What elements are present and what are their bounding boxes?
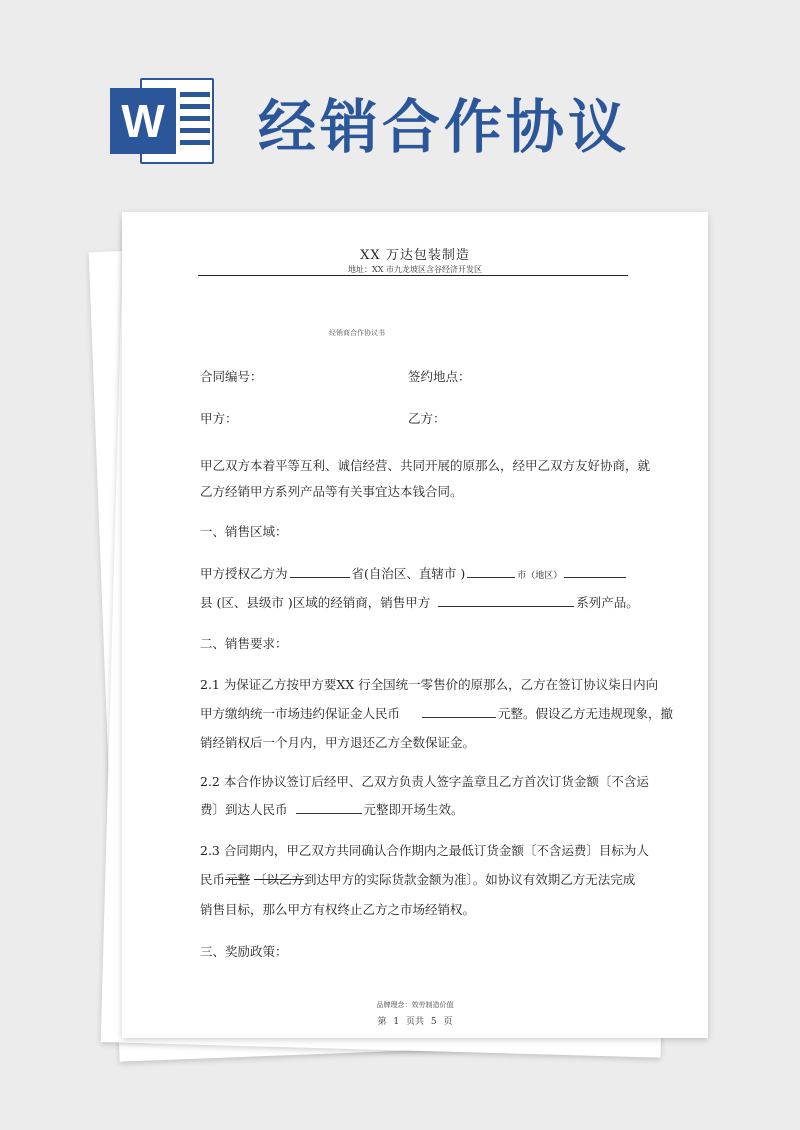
clause-2-1-text-a: 甲方缴纳统一市场违约保证金人民币	[200, 706, 401, 721]
clause-2-2-line-2	[200, 804, 464, 817]
clause-2-1-line-1: 2.1 为保证乙方按甲方要XX 行全国统一零售价的原那么，乙方在签订协议柒日内向	[200, 677, 659, 692]
sign-place-label: 签约地点：	[408, 369, 471, 384]
doc-line-icon	[180, 104, 210, 109]
clause-2-3-text-c: 〔以乙方	[254, 872, 305, 887]
product-series-blank[interactable]	[438, 605, 574, 607]
doc-line-icon	[180, 128, 210, 133]
doc-line-icon	[180, 116, 210, 121]
sec1-text-a: 甲方授权乙方为	[200, 566, 288, 581]
section-3-heading: 三、奖励政策：	[200, 944, 288, 959]
section-1-line-1	[200, 568, 628, 581]
clause-2-2-text-a: 费〕到达人民币	[200, 802, 288, 817]
intro-line-2: 乙方经销甲方系列产品等有关事宜达本钱合同。	[200, 484, 463, 499]
city-blank[interactable]	[467, 576, 515, 578]
sec1-text-d: 县 (区、县级市 )区域的经销商，销售甲方	[200, 595, 431, 610]
footer-page-number: 第 1 页共 5 页	[377, 1017, 453, 1027]
party-b-label: 乙方：	[408, 411, 446, 426]
clause-2-3-text-d: 到达甲方的实际货款金额为准〕。如协议有效期乙方无法完成	[304, 872, 636, 887]
clause-2-3-line-1: 2.3 合同期内，甲乙双方共同确认合作期内之最低订货金额〔不含运费〕目标为人	[200, 843, 649, 858]
word-document-icon	[110, 88, 176, 154]
section-1-line-2	[200, 597, 639, 610]
intro-line-1: 甲乙双方本着平等互利、诚信经营、共同开展的原那么，经甲乙双方友好协商，就	[200, 458, 651, 473]
document-page	[122, 212, 708, 1038]
party-a-label: 甲方：	[200, 411, 238, 426]
logo-letter: W	[121, 95, 165, 147]
footer-slogan: 品牌理念：效劳制造价值	[376, 1001, 454, 1009]
contract-no-label: 合同编号：	[200, 369, 263, 384]
province-blank[interactable]	[290, 576, 350, 578]
company-address: 地址：XX 市九龙坡区含谷经济开发区	[348, 265, 482, 274]
clause-2-1-line-3: 销经销权后一个月内，甲方退还乙方全数保证金。	[200, 735, 476, 750]
document-subtitle: 经销商合作协议书	[329, 329, 385, 337]
word-logo	[110, 78, 214, 164]
clause-2-2-text-b: 元整即开场生效。	[363, 802, 464, 817]
clause-2-3-text-b: 元整	[225, 872, 251, 887]
sec1-text-e: 系列产品。	[576, 595, 639, 610]
district-blank[interactable]	[564, 576, 626, 578]
doc-line-icon	[180, 92, 210, 97]
company-name: XX 万达包装制造	[360, 248, 470, 263]
header-rule	[198, 275, 628, 276]
section-1-heading: 一、销售区域：	[200, 524, 288, 539]
first-order-blank[interactable]	[296, 812, 362, 814]
clause-2-3-text-a: 民币	[200, 872, 226, 887]
banner-title: 经销合作协议	[258, 93, 631, 161]
sec1-text-b: 省(自治区、直辖市 )	[351, 566, 466, 581]
clause-2-2-line-1: 2.2 本合作协议签订后经甲、乙双方负责人签字盖章且乙方首次订货金额〔不含运	[200, 774, 649, 789]
clause-2-1-text-b: 元整。假设乙方无违规现象，撤	[498, 706, 674, 721]
clause-2-3-line-3: 销售目标，那么甲方有权终止乙方之市场经销权。	[200, 902, 476, 917]
clause-2-1-line-2	[200, 708, 673, 721]
sec1-text-c: 市（地区）	[517, 571, 563, 581]
clause-2-3-line-2	[200, 874, 635, 887]
deposit-blank[interactable]	[422, 716, 496, 718]
doc-line-icon	[180, 140, 210, 145]
section-2-heading: 二、销售要求：	[200, 636, 288, 651]
